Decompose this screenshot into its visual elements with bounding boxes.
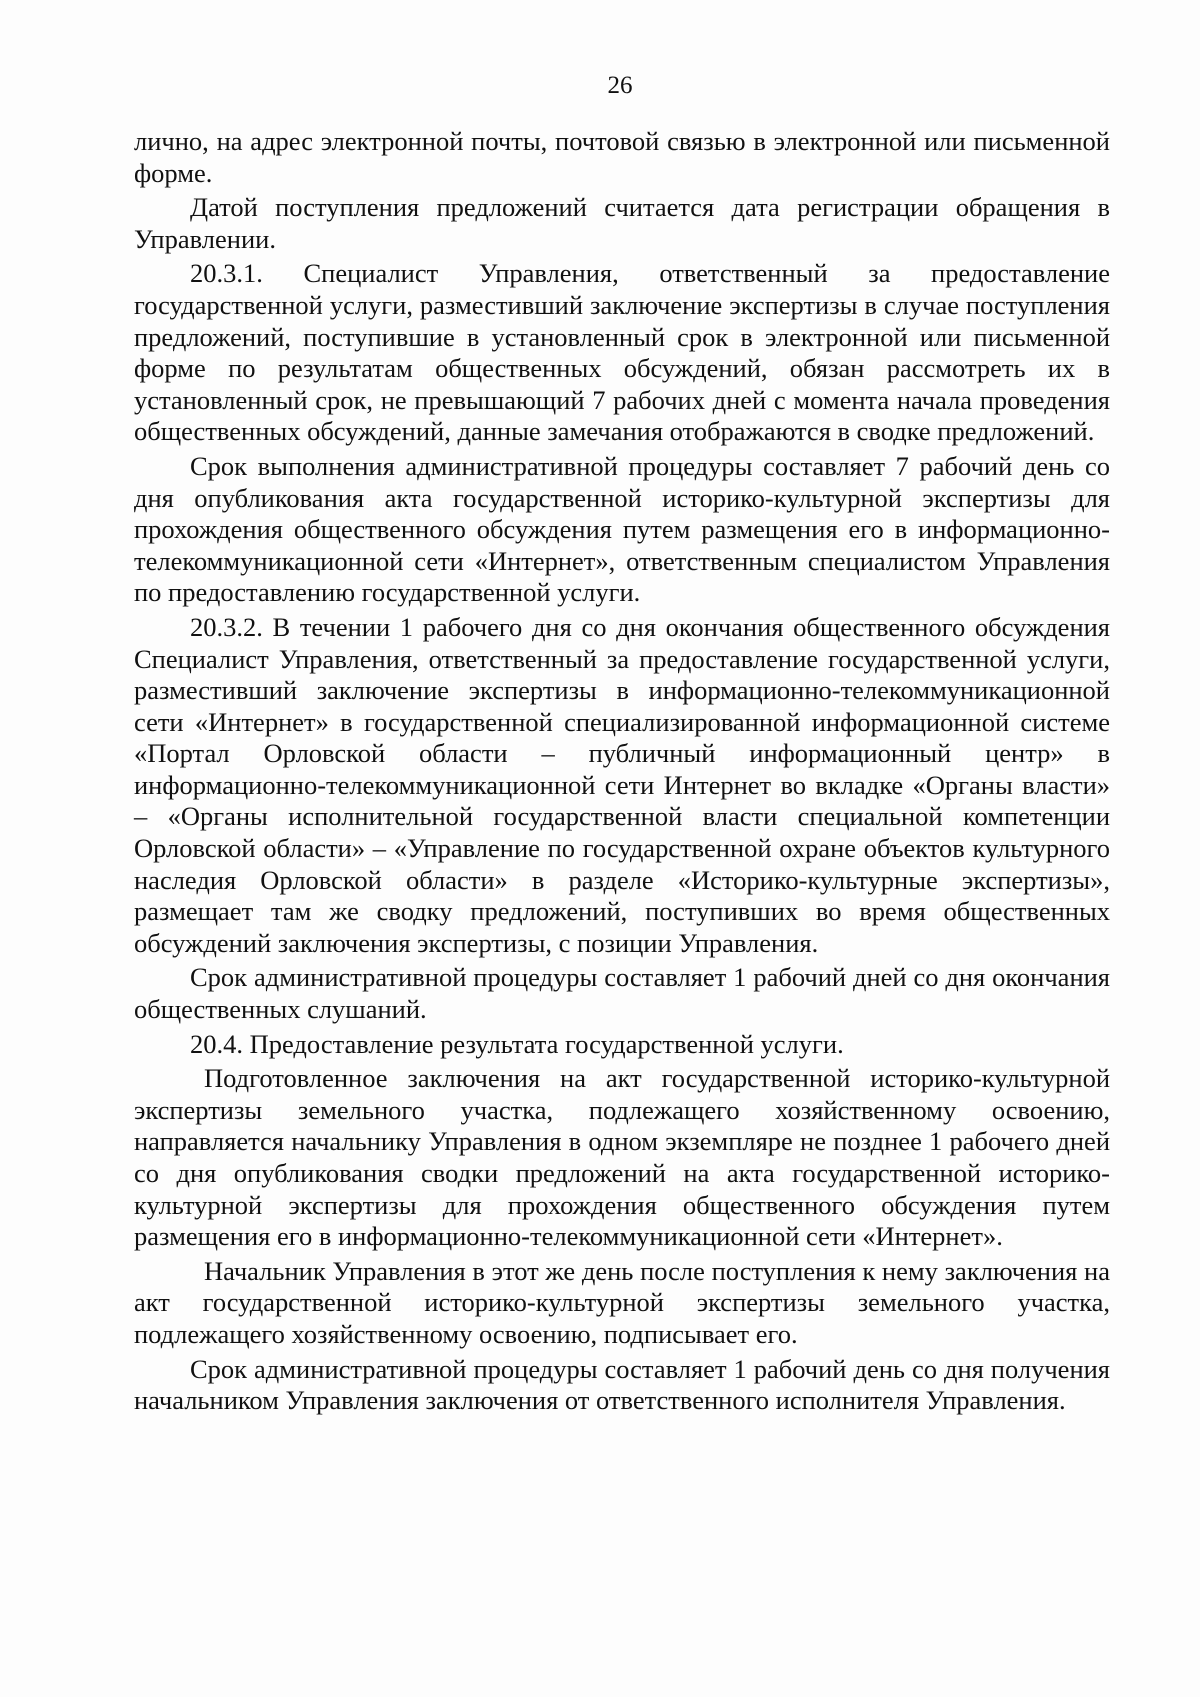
page-number: 26 <box>607 72 633 99</box>
paragraph-20-4-heading: 20.4. Предоставление результата государственной услуги. <box>190 1028 844 1059</box>
paragraph-contact-methods: лично, на адрес электронной почты, почтовой связью в электронной или письменной форме. <box>134 126 1110 188</box>
paragraph-final-term: Срок административной процедуры составляет 1 рабочий день со дня получения начальником Управления заключения от ответственного исполнителя Управления. <box>134 1353 1110 1416</box>
paragraph-procedure-term-1-day: Срок административной процедуры составляет 1 рабочий дней со дня окончания общественных слушаний. <box>134 962 1110 1025</box>
paragraph-20-3-2: 20.3.2. В течении 1 рабочего дня со дня окончания общественного обсуждения Специалист Управления, ответственный за предоставление государственной услуги, разместивший заключение экспертизы в информационно-телекоммуникационной сети «Интернет» в государственной специализированной информационной системе «Портал Орловской области – публичный информационный центр» в информационно-телекоммуникационной сети Интернет во вкладке «Органы власти» – «Органы исполнительной государственной власти специальной компетенции Орловской области» – «Управление по государственной охране объектов культурного наследия Орловской области» в разделе «Историко-культурные экспертизы», размещает там же сводку предложений, поступивших во время общественных обсуждений заключения экспертизы, с позиции Управления. <box>134 611 1110 958</box>
document-body <box>134 126 1110 1420</box>
paragraph-receipt-date: Датой поступления предложений считается дата регистрации обращения в Управлении. <box>134 192 1110 254</box>
paragraph-prepared-conclusion: Подготовленное заключения на акт государственной историко-культурной экспертизы земельного участка, подлежащего хозяйственному освоению, направляется начальнику Управления в одном экземпляре не позднее 1 рабочего дней со дня опубликования сводки предложений на акта государственной историко-культурной экспертизы для прохождения общественного обсуждения путем размещения его в информационно-телекоммуникационной сети «Интернет». <box>134 1063 1110 1252</box>
paragraph-head-signs: Начальник Управления в этот же день после поступления к нему заключения на акт государственной историко-культурной экспертизы земельного участка, подлежащего хозяйственному освоению, подписывает его. <box>134 1255 1110 1349</box>
paragraph-20-3-1: 20.3.1. Специалист Управления, ответственный за предоставление государственной услуги, разместивший заключение экспертизы в случае поступления предложений, поступившие в установленный срок в электронной или письменной форме по результатам общественных обсуждений, обязан рассмотреть их в установленный срок, не превышающий 7 рабочих дней с момента начала проведения общественных обсуждений, данные замечания отображаются в сводке предложений. <box>134 258 1110 447</box>
paragraph-procedure-term-7-days: Срок выполнения административной процедуры составляет 7 рабочий день со дня опубликования акта государственной историко-культурной экспертизы для прохождения общественного обсуждения путем размещения его в информационно-телекоммуникационной сети «Интернет», ответственным специалистом Управления по предоставлению государственной услуги. <box>134 450 1110 608</box>
